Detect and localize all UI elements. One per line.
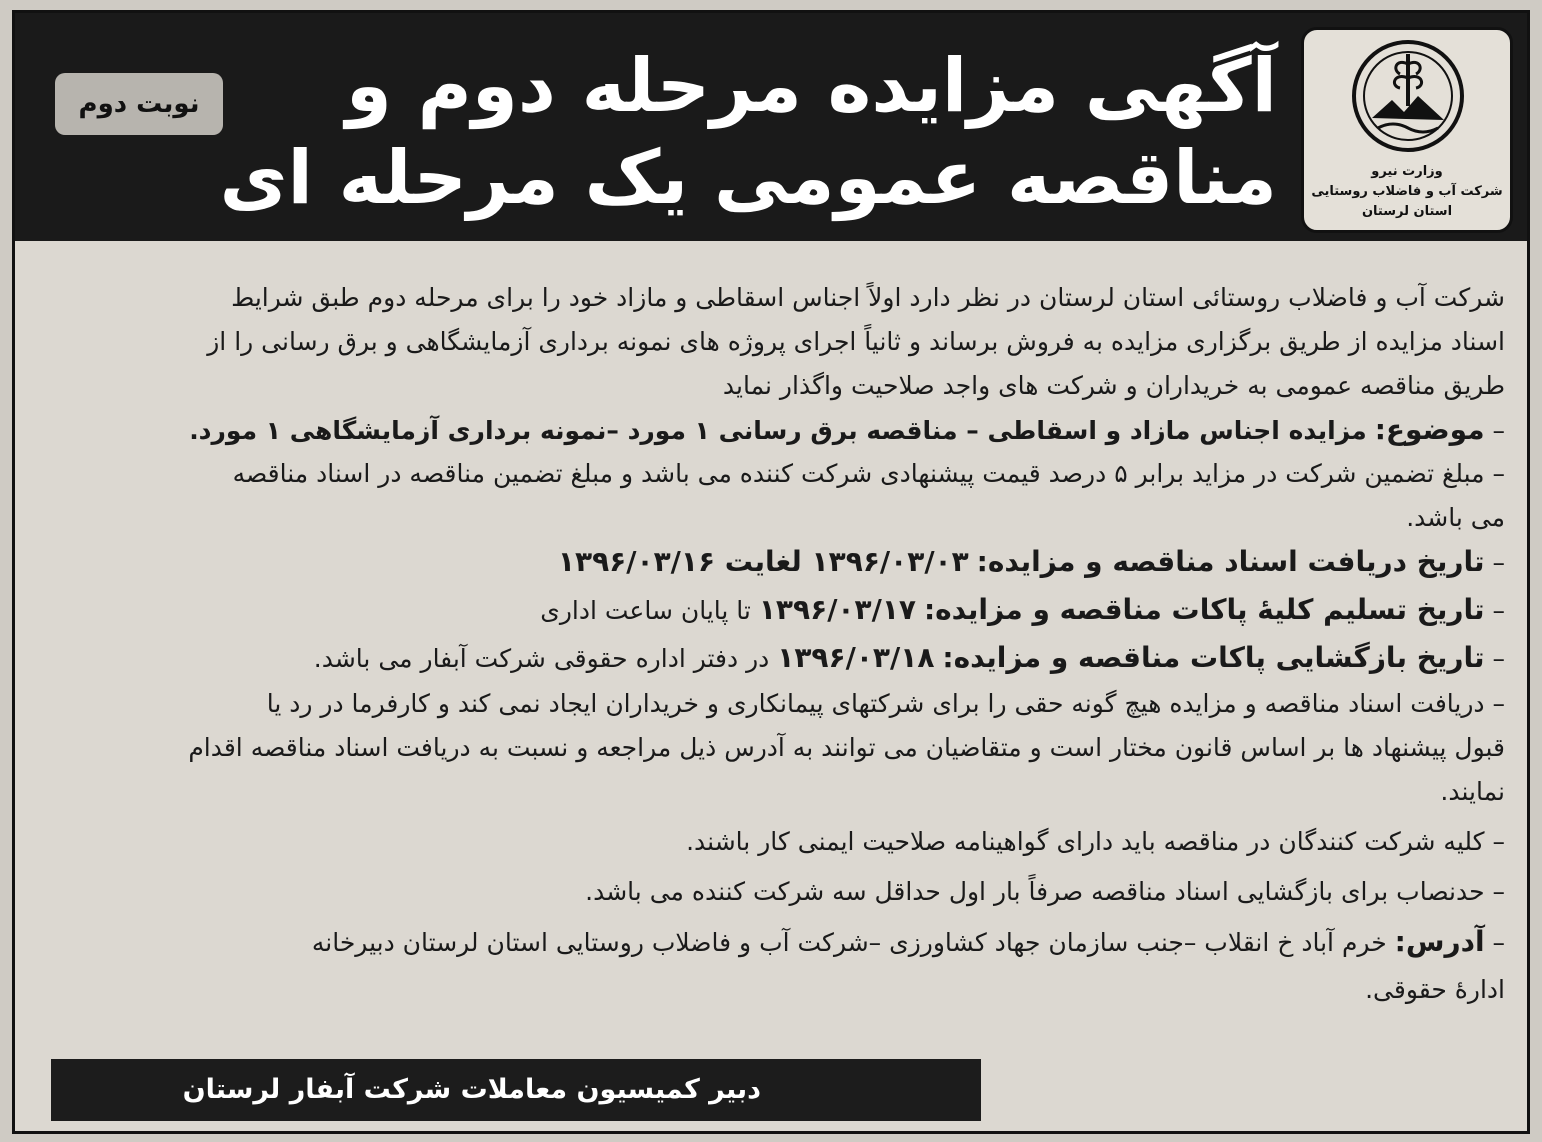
address-line: – آدرس: خرم آباد خ انقلاب –جنب سازمان جهاد کشاورزی –شرکت آب و فاضلاب روستایی استان لرستان دبیرخانه [311,925,1505,958]
date1-label: تاریخ دریافت اسناد مناقصه و مزایده: [976,545,1485,578]
subject-line: – موضوع: مزایده اجناس مازاد و اسقاطی – مناقصه برق رسانی ۱ مورد –نمونه برداری آزمایشگاهی ۱ مورد. [189,413,1505,446]
guarantee-line-2: می باشد. [1406,503,1505,532]
cert-line: – کلیه شرکت کنندگان در مناقصه باید دارای گواهینامه صلاحیت ایمنی کار باشند. [686,827,1505,856]
guarantee-text: مبلغ تضمین شرکت در مزاید برابر ۵ درصد قیمت پیشنهادی شرکت کننده می باشد و مبلغ تضمین مناقصه در اسناد مناقصه [232,459,1485,488]
intro-line-1: شرکت آب و فاضلاب روستائی استان لرستان در نظر دارد اولاً اجناس اسقاطی و مازاد خود را برای مرحله دوم طبق شرایط [231,283,1505,312]
date3-suffix: در دفتر اداره حقوقی شرکت آبفار می باشد. [313,644,770,673]
rights-line-2: قبول پیشنهاد ها بر اساس قانون مختار است و متقاضیان می توانند به آدرس ذیل مراجعه و نسبت به دریافت اسناد مناقصه اقدام [188,733,1505,762]
date2-value: ۱۳۹۶/۰۳/۱۷ [758,593,916,626]
signature-bar: دبیر کمیسیون معاملات شرکت آبفار لرستان [51,1059,981,1121]
logo-company: شرکت آب و فاضلاب روستایی [1311,184,1503,199]
subject-label: موضوع: [1374,413,1485,446]
intro-line-3: طریق مناقصه عمومی به خریداران و شرکت های واجد صلاحیت واگذار نماید [722,371,1505,400]
quorum-text: حدنصاب برای بازگشایی اسناد مناقصه صرفاً بار اول حداقل سه شرکت کننده می باشد. [585,877,1485,906]
notice-title-line1: آگهی مزایده مرحله دوم و [345,43,1277,129]
date3-line: – تاریخ بازگشایی پاکات مناقصه و مزایده: ۱۳۹۶/۰۳/۱۸ در دفتر اداره حقوقی شرکت آبفار می باشد. [313,641,1505,674]
rights-line-1: – دریافت اسناد مناقصه و مزایده هیچ گونه حقی را برای شرکتهای پیمانکاری و خریداران ایجاد نمی کند و کارفرما در رد یا [266,689,1505,718]
date2-label: تاریخ تسلیم کلیهٔ پاکات مناقصه و مزایده: [923,593,1485,626]
notice-body [37,253,1505,1061]
address-text: خرم آباد خ انقلاب –جنب سازمان جهاد کشاورزی –شرکت آب و فاضلاب روستایی استان لرستان دبیرخانه [311,928,1387,957]
notice-page [12,10,1530,1134]
company-emblem-icon [1348,36,1468,156]
logo-ministry: وزارت نیرو [1371,164,1443,179]
logo-province: استان لرستان [1361,204,1453,219]
rights-text: دریافت اسناد مناقصه و مزایده هیچ گونه حقی را برای شرکتهای پیمانکاری و خریداران ایجاد نمی کند و کارفرما در رد یا [266,689,1485,718]
cert-text: کلیه شرکت کنندگان در مناقصه باید دارای گواهینامه صلاحیت ایمنی کار باشند. [686,827,1485,856]
date1-line: – تاریخ دریافت اسناد مناقصه و مزایده: ۱۳۹۶/۰۳/۰۳ لغایت ۱۳۹۶/۰۳/۱۶ [557,545,1505,578]
logo-box [1301,27,1513,233]
quorum-line: – حدنصاب برای بازگشایی اسناد مناقصه صرفاً بار اول حداقل سه شرکت کننده می باشد. [585,877,1505,906]
address-label: آدرس: [1394,925,1485,958]
subject-text: مزایده اجناس مازاد و اسقاطی – مناقصه برق رسانی ۱ مورد –نمونه برداری آزمایشگاهی ۱ مورد. [189,416,1367,445]
rights-line-3: نمایند. [1440,777,1505,806]
date2-suffix: تا پایان ساعت اداری [540,596,751,625]
notice-header [15,13,1527,241]
date3-label: تاریخ بازگشایی پاکات مناقصه و مزایده: [942,641,1485,674]
date2-line: – تاریخ تسلیم کلیهٔ پاکات مناقصه و مزایده: ۱۳۹۶/۰۳/۱۷ تا پایان ساعت اداری [540,593,1505,626]
date3-value: ۱۳۹۶/۰۳/۱۸ [777,641,935,674]
intro-line-2: اسناد مزایده از طریق برگزاری مزایده به فروش برساند و ثانیاً اجرای پروژه های نمونه برداری آزمایشگاهی و برق رسانی را از [207,327,1505,356]
date1-value: ۱۳۹۶/۰۳/۰۳ لغایت ۱۳۹۶/۰۳/۱۶ [557,545,969,578]
round-badge: نوبت دوم [55,73,223,135]
guarantee-line-1: – مبلغ تضمین شرکت در مزاید برابر ۵ درصد قیمت پیشنهادی شرکت کننده می باشد و مبلغ تضمین مناقصه در اسناد مناقصه [232,459,1505,488]
address-line-2: ادارهٔ حقوقی. [1365,975,1505,1004]
notice-title-line2: مناقصه عمومی یک مرحله ای [219,135,1277,221]
